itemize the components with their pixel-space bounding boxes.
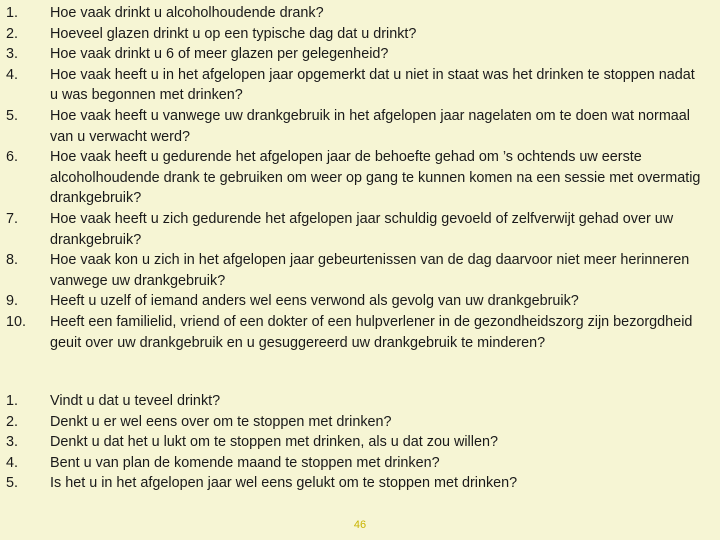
item-text: Hoe vaak heeft u gedurende het afgelopen jaar de behoefte gehad om ’s ochtends uw eerste alcoholhoudende drank te gebruiken om weer op gang te kunnen komen na een sessie met overmatig drankgebruik? <box>50 149 701 207</box>
item-text: Heeft u uzelf of iemand anders wel eens verwond als gevolg van uw drankgebruik? <box>50 293 579 310</box>
list-item <box>6 291 706 312</box>
list-item <box>6 65 706 106</box>
item-number: 7. <box>6 210 19 227</box>
item-number: 5. <box>6 107 19 124</box>
item-number: 2. <box>6 25 19 42</box>
questionnaire-list <box>6 3 706 353</box>
list-item <box>6 250 706 291</box>
item-text: Denkt u er wel eens over om te stoppen met drinken? <box>50 413 392 430</box>
item-text: Heeft een familielid, vriend of een dokter of een hulpverlener in de gezondheidszorg zijn bezorgdheid geuit over uw drankgebruik en u gesuggereerd uw drankgebruik te minderen? <box>50 313 693 351</box>
item-text: Hoe vaak drinkt u 6 of meer glazen per gelegenheid? <box>50 46 389 63</box>
item-text: Hoeveel glazen drinkt u op een typische dag dat u drinkt? <box>50 25 417 42</box>
page-number: 46 <box>353 519 367 531</box>
item-text: Hoe vaak kon u zich in het afgelopen jaar gebeurtenissen van de dag daarvoor niet meer herinneren vanwege uw drankgebruik? <box>50 252 690 289</box>
item-number: 5. <box>6 475 19 492</box>
list-item <box>6 147 706 209</box>
list-item <box>6 473 706 494</box>
item-text: Hoe vaak heeft u vanwege uw drankgebruik in het afgelopen jaar nagelaten om te doen wat normaal van u verwacht werd? <box>50 107 691 145</box>
item-number: 1. <box>6 393 19 409</box>
item-number: 4. <box>6 66 19 83</box>
item-number: 6. <box>6 149 19 166</box>
list-item <box>6 453 706 474</box>
list-item <box>6 24 706 45</box>
item-number: 4. <box>6 454 19 471</box>
list-item <box>6 3 706 24</box>
item-text: Hoe vaak heeft u in het afgelopen jaar opgemerkt dat u niet in staat was het drinken te stoppen nadat u was begonnen met drinken? <box>50 66 695 104</box>
list-item <box>6 209 706 250</box>
list-item <box>6 391 706 412</box>
item-number: 8. <box>6 252 19 269</box>
list-item <box>6 106 706 147</box>
list-item <box>6 432 706 453</box>
list-item <box>6 412 706 433</box>
item-number: 3. <box>6 434 19 451</box>
item-text: Denkt u dat het u lukt om te stoppen met drinken, als u dat zou willen? <box>50 434 498 451</box>
item-text: Hoe vaak drinkt u alcoholhoudende drank? <box>50 5 324 21</box>
followup-question-list <box>6 391 706 494</box>
item-text: Vindt u dat u teveel drinkt? <box>50 393 221 409</box>
list-item <box>6 44 706 65</box>
item-text: Hoe vaak heeft u zich gedurende het afgelopen jaar schuldig gevoeld of zelfverwijt gehad over uw drankgebruik? <box>50 210 674 248</box>
item-number: 3. <box>6 46 19 63</box>
item-number: 10. <box>6 313 27 330</box>
item-text: Is het u in het afgelopen jaar wel eens gelukt om te stoppen met drinken? <box>50 475 518 492</box>
item-number: 2. <box>6 413 19 430</box>
item-number: 9. <box>6 293 19 310</box>
item-text: Bent u van plan de komende maand te stoppen met drinken? <box>50 454 440 471</box>
list-item <box>6 312 706 353</box>
item-number: 1. <box>6 5 19 21</box>
